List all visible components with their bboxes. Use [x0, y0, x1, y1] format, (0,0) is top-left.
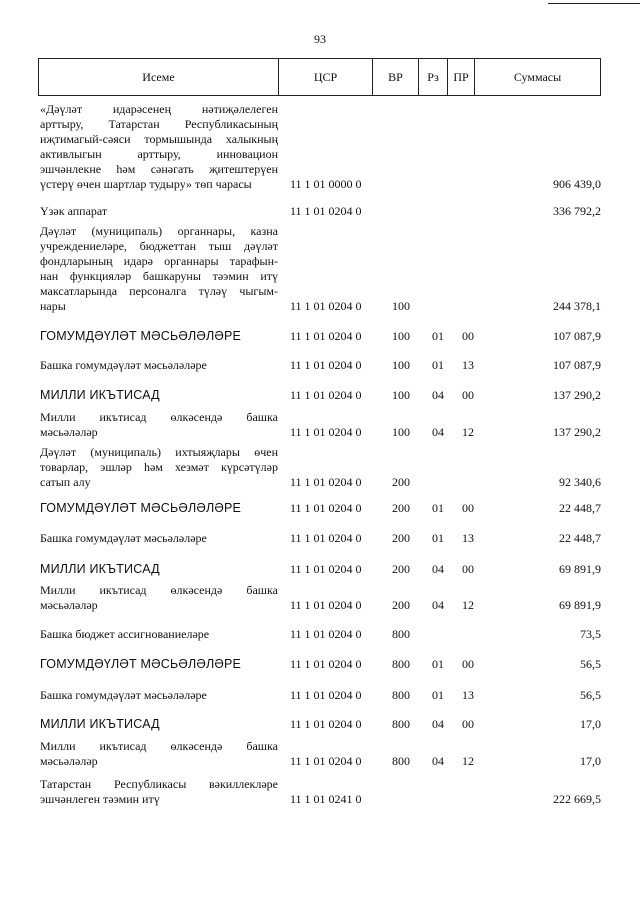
row-name-line: ГОМУМДӘҮЛӘТ МӘСЬӘЛӘЛӘРЕ — [40, 329, 242, 343]
row-name — [40, 562, 278, 577]
row-name-line: МИЛЛИ ИКЪТИСАД — [40, 388, 160, 402]
row-csr: 11 1 01 0204 0 — [290, 627, 362, 641]
table-row — [38, 445, 601, 490]
row-rz: 04 — [432, 425, 444, 439]
row-csr: 11 1 01 0204 0 — [290, 598, 362, 612]
row-name — [40, 358, 278, 373]
row-name-line: Үзәк аппарат — [40, 204, 108, 218]
row-csr: 11 1 01 0000 0 — [290, 177, 362, 191]
row-name — [40, 410, 278, 440]
row-name-line: МИЛЛИ ИКЪТИСАД — [40, 562, 160, 576]
row-csr: 11 1 01 0204 0 — [290, 657, 362, 671]
row-rz: 04 — [432, 388, 444, 402]
table-row — [38, 688, 601, 703]
row-rz: 01 — [432, 501, 444, 515]
row-name — [40, 224, 278, 314]
row-name-line: мәсьәләләр — [40, 754, 98, 768]
table-row — [38, 358, 601, 373]
page-number: 93 — [314, 32, 326, 46]
row-name-line: МИЛЛИ ИКЪТИСАД — [40, 717, 160, 731]
row-name — [40, 583, 278, 613]
row-name — [40, 388, 278, 403]
table-row — [38, 224, 601, 314]
header-vr: ВР — [373, 59, 419, 95]
row-pr: 00 — [462, 657, 474, 671]
row-name-line: нары — [40, 299, 66, 313]
header-sum: Суммасы — [513, 69, 562, 84]
row-sum: 69 891,9 — [559, 562, 601, 576]
header-csr: ЦСР — [279, 59, 373, 95]
row-sum: 17,0 — [580, 717, 601, 731]
row-name-line: эшчәнлекне һәм сәнәгать җитештерүен — [40, 162, 278, 176]
table-row — [38, 531, 601, 546]
row-rz: 04 — [432, 754, 444, 768]
row-rz: 01 — [432, 688, 444, 702]
row-vr: 200 — [392, 598, 410, 612]
header-name: Исеме — [39, 59, 279, 95]
row-name — [40, 777, 278, 807]
row-vr: 800 — [392, 688, 410, 702]
row-name-line: эшчәнлеген тәэмин итү — [40, 792, 160, 806]
table-row — [38, 717, 601, 732]
row-csr: 11 1 01 0204 0 — [290, 501, 362, 515]
row-csr: 11 1 01 0241 0 — [290, 792, 362, 806]
table-row — [38, 501, 601, 516]
row-csr: 11 1 01 0204 0 — [290, 425, 362, 439]
row-name — [40, 329, 278, 344]
row-name-line: сатып алу — [40, 475, 91, 489]
table-row — [38, 627, 601, 642]
row-csr: 11 1 01 0204 0 — [290, 358, 362, 372]
row-csr: 11 1 01 0204 0 — [290, 475, 362, 489]
row-sum: 92 340,6 — [559, 475, 601, 489]
table-row — [38, 583, 601, 613]
header-rz: Рз — [419, 59, 448, 95]
row-sum: 56,5 — [580, 657, 601, 671]
row-vr: 200 — [392, 475, 410, 489]
table-row — [38, 739, 601, 769]
row-name-line: мәсьәләләр — [40, 425, 98, 439]
corner-rule — [548, 3, 640, 4]
row-name — [40, 102, 278, 192]
row-pr: 12 — [462, 754, 474, 768]
row-name — [40, 204, 278, 219]
row-pr: 12 — [462, 425, 474, 439]
row-name-line: Татарстан Республикасы вәкиллекләре — [40, 777, 278, 791]
row-name-line: максатларында персоналга түләү чыгым- — [40, 284, 278, 298]
row-pr: 13 — [462, 688, 474, 702]
row-pr: 12 — [462, 598, 474, 612]
row-csr: 11 1 01 0204 0 — [290, 329, 362, 343]
row-vr: 100 — [392, 299, 410, 313]
row-rz: 04 — [432, 598, 444, 612]
row-vr: 100 — [392, 329, 410, 343]
row-rz: 04 — [432, 717, 444, 731]
row-sum: 22 448,7 — [559, 531, 601, 545]
row-name-line: үстерү өчен шартлар тудыру» төп чарасы — [40, 177, 252, 191]
row-csr: 11 1 01 0204 0 — [290, 754, 362, 768]
row-name-line: учреждениеләре, бюджеттан тыш дәүләт — [40, 239, 278, 253]
row-name-line: ГОМУМДӘҮЛӘТ МӘСЬӘЛӘЛӘРЕ — [40, 657, 242, 671]
row-sum: 107 087,9 — [553, 329, 601, 343]
row-name — [40, 657, 278, 672]
row-name-line: Милли икътисад өлкәсендә башка — [40, 739, 278, 753]
row-name-line: Башка гомумдәүләт мәсьәләләре — [40, 688, 207, 702]
row-vr: 100 — [392, 388, 410, 402]
row-pr: 00 — [462, 562, 474, 576]
row-name — [40, 739, 278, 769]
row-rz: 04 — [432, 562, 444, 576]
row-pr: 13 — [462, 358, 474, 372]
row-csr: 11 1 01 0204 0 — [290, 388, 362, 402]
table-row — [38, 562, 601, 577]
row-sum: 22 448,7 — [559, 501, 601, 515]
row-sum: 336 792,2 — [553, 204, 601, 218]
row-sum: 906 439,0 — [553, 177, 601, 191]
row-name-line: Башка бюджет ассигнованиеләре — [40, 627, 210, 641]
row-sum: 73,5 — [580, 627, 601, 641]
row-name-line: «Дәүләт идарәсенең нәтиҗәлелеген — [40, 102, 278, 116]
row-vr: 100 — [392, 358, 410, 372]
row-pr: 13 — [462, 531, 474, 545]
table-row — [38, 388, 601, 403]
row-name-line: нан функцияләр башкаруны тәэмин итү — [40, 269, 278, 283]
row-name-line: иҗтимагый-сәяси тормышында халыкның — [40, 132, 278, 146]
row-name-line: Милли икътисад өлкәсендә башка — [40, 410, 278, 424]
row-sum: 222 669,5 — [553, 792, 601, 806]
row-pr: 00 — [462, 329, 474, 343]
table-row — [38, 777, 601, 807]
row-csr: 11 1 01 0204 0 — [290, 562, 362, 576]
row-name-line: Милли икътисад өлкәсендә башка — [40, 583, 278, 597]
row-vr: 800 — [392, 717, 410, 731]
row-sum: 244 378,1 — [553, 299, 601, 313]
row-sum: 137 290,2 — [553, 425, 601, 439]
row-rz: 01 — [432, 358, 444, 372]
header-pr: ПР — [448, 59, 475, 95]
table-row — [38, 410, 601, 440]
row-csr: 11 1 01 0204 0 — [290, 531, 362, 545]
row-pr: 00 — [462, 388, 474, 402]
row-csr: 11 1 01 0204 0 — [290, 204, 362, 218]
row-name-line: Башка гомумдәүләт мәсьәләләре — [40, 358, 207, 372]
row-name-line: Дәүләт (муниципаль) органнары, казна — [40, 224, 278, 238]
row-vr: 100 — [392, 425, 410, 439]
row-csr: 11 1 01 0204 0 — [290, 717, 362, 731]
row-sum: 69 891,9 — [559, 598, 601, 612]
row-pr: 00 — [462, 501, 474, 515]
row-vr: 800 — [392, 627, 410, 641]
row-rz: 01 — [432, 329, 444, 343]
row-sum: 17,0 — [580, 754, 601, 768]
row-vr: 200 — [392, 501, 410, 515]
row-name-line: мәсьәләләр — [40, 598, 98, 612]
table-row — [38, 102, 601, 192]
row-vr: 800 — [392, 754, 410, 768]
row-csr: 11 1 01 0204 0 — [290, 688, 362, 702]
row-name — [40, 688, 278, 703]
row-name-line: ГОМУМДӘҮЛӘТ МӘСЬӘЛӘЛӘРЕ — [40, 501, 242, 515]
row-name — [40, 717, 278, 732]
row-vr: 800 — [392, 657, 410, 671]
row-sum: 107 087,9 — [553, 358, 601, 372]
row-name-line: товарлар, эшләр һәм хезмәт күрсәтүләр — [40, 460, 278, 474]
row-name-line: Башка гомумдәүләт мәсьәләләре — [40, 531, 207, 545]
row-name-line: фондларының идарә органнары тарафын- — [40, 254, 278, 268]
table-header — [38, 58, 601, 96]
row-csr: 11 1 01 0204 0 — [290, 299, 362, 313]
row-name — [40, 501, 278, 516]
table-row — [38, 657, 601, 672]
row-name-line: Дәүләт (муниципаль) ихтыяҗлары өчен — [40, 445, 278, 459]
row-name — [40, 531, 278, 546]
row-pr: 00 — [462, 717, 474, 731]
table-row — [38, 329, 601, 344]
row-vr: 200 — [392, 531, 410, 545]
row-vr: 200 — [392, 562, 410, 576]
row-sum: 56,5 — [580, 688, 601, 702]
row-rz: 01 — [432, 657, 444, 671]
table-row — [38, 204, 601, 219]
row-name — [40, 627, 278, 642]
row-rz: 01 — [432, 531, 444, 545]
row-name-line: активлыгын арттыру, инновацион — [40, 147, 278, 161]
row-name — [40, 445, 278, 490]
row-sum: 137 290,2 — [553, 388, 601, 402]
row-name-line: арттыру, Татарстан Республикасының — [40, 117, 278, 131]
